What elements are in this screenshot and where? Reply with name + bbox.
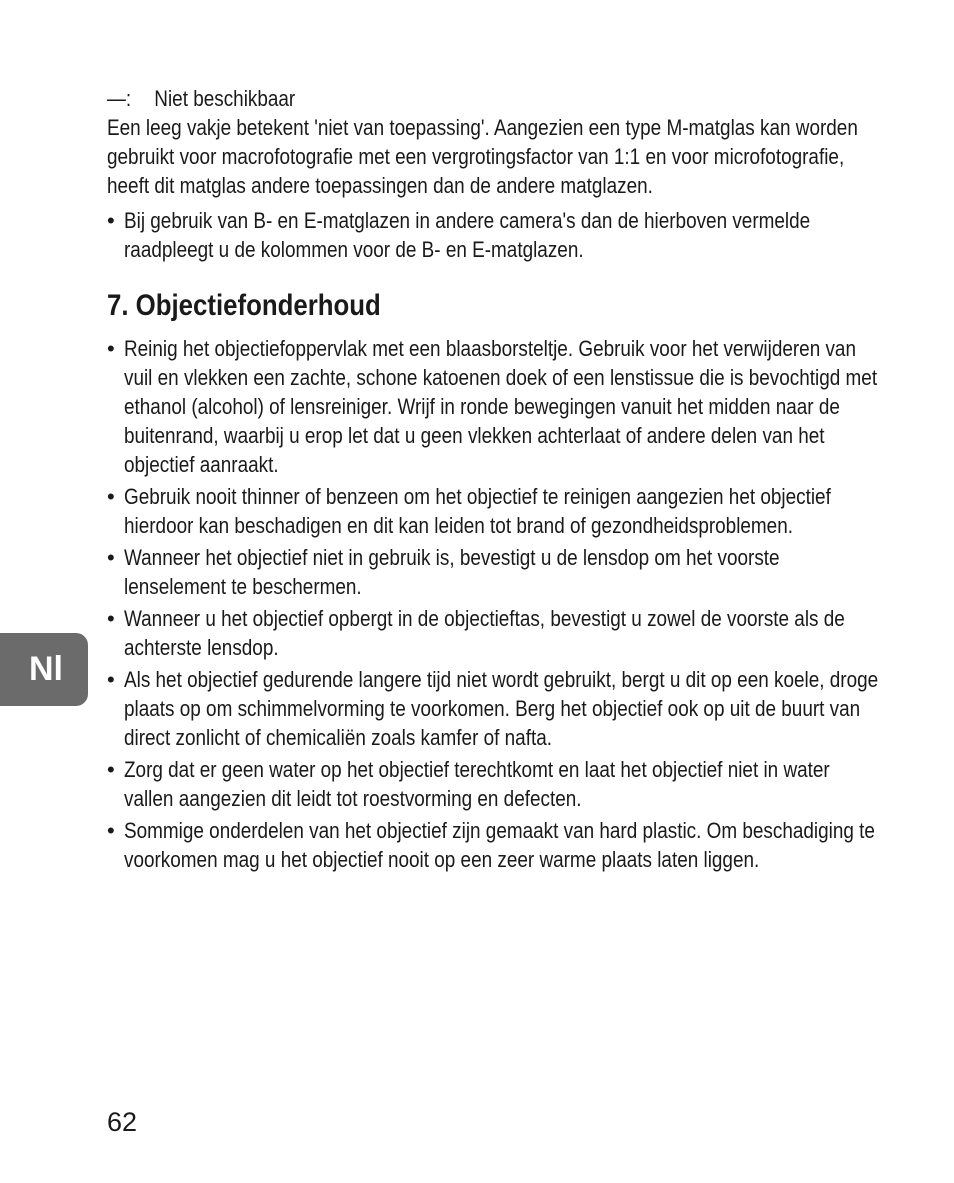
list-item (107, 206, 882, 264)
list-item-text: Wanneer u het objectief opbergt in de objectieftas, bevestigt u zowel de voorste als de achterste lensdop. (124, 606, 845, 660)
legend-text: Niet beschikbaar (154, 86, 296, 111)
list-item (107, 755, 882, 813)
document-page (107, 84, 882, 877)
care-bullet-list (107, 334, 882, 874)
bullet-icon: • (107, 545, 115, 570)
bullet-icon: • (107, 667, 115, 692)
list-item (107, 665, 882, 752)
list-item-text: Sommige onderdelen van het objectief zijn gemaakt van hard plastic. Om beschadiging te voorkomen mag u het objectief nooit op een zeer warme plaats laten liggen. (124, 818, 875, 872)
intro-paragraph: Een leeg vakje betekent 'niet van toepassing'. Aangezien een type M-matglas kan worden gebruikt voor macrofotografie met een vergrotingsfactor van 1:1 en voor microfotografie, heeft dit matglas andere toepassingen dan de andere matglazen. (107, 115, 858, 198)
list-item (107, 334, 882, 479)
bullet-icon: • (107, 484, 115, 509)
list-item-text: Zorg dat er geen water op het objectief terechtkomt en laat het objectief niet in water vallen aangezien dit leidt tot roestvorming en defecten. (124, 757, 830, 811)
list-item-text: Als het objectief gedurende langere tijd niet wordt gebruikt, bergt u dit op een koele, droge plaats op om schimmelvorming te voorkomen. Berg het objectief ook op uit de buurt van direct zonlicht of chemicaliën zoals kamfer of nafta. (124, 667, 879, 750)
list-item (107, 604, 882, 662)
list-item-text: Reinig het objectiefoppervlak met een blaasborsteltje. Gebruik voor het verwijderen van vuil en vlekken een zachte, schone katoenen doek of een lenstissue die is bevochtigd met ethanol (alcohol) of lensreiniger. Wrijf in ronde bewegingen vanuit het midden naar de buitenrand, waarbij u erop let dat u geen vlekken achterlaat of andere delen van het objectief aanraakt. (124, 336, 878, 477)
list-item (107, 482, 882, 540)
bullet-icon: • (107, 606, 115, 631)
bullet-icon: • (107, 208, 115, 233)
language-tab: Nl (0, 633, 88, 706)
bullet-icon: • (107, 336, 115, 361)
list-item (107, 543, 882, 601)
list-item-text: Wanneer het objectief niet in gebruik is, bevestigt u de lensdop om het voorste lenselement te beschermen. (124, 545, 780, 599)
legend-symbol: —: (107, 86, 132, 111)
section-title: 7. Objectiefonderhoud (107, 289, 381, 322)
list-item-text: Bij gebruik van B- en E-matglazen in andere camera's dan de hierboven vermelde raadpleegt u de kolommen voor de B- en E-matglazen. (124, 208, 811, 262)
intro-bullet-list (107, 206, 882, 264)
list-item (107, 816, 882, 874)
list-item-text: Gebruik nooit thinner of benzeen om het objectief te reinigen aangezien het objectief hierdoor kan beschadigen en dit kan leiden tot brand of gezondheidsproblemen. (124, 484, 831, 538)
bullet-icon: • (107, 757, 115, 782)
bullet-icon: • (107, 818, 115, 843)
legend-row (107, 84, 881, 113)
page-number: 62 (107, 1107, 138, 1137)
